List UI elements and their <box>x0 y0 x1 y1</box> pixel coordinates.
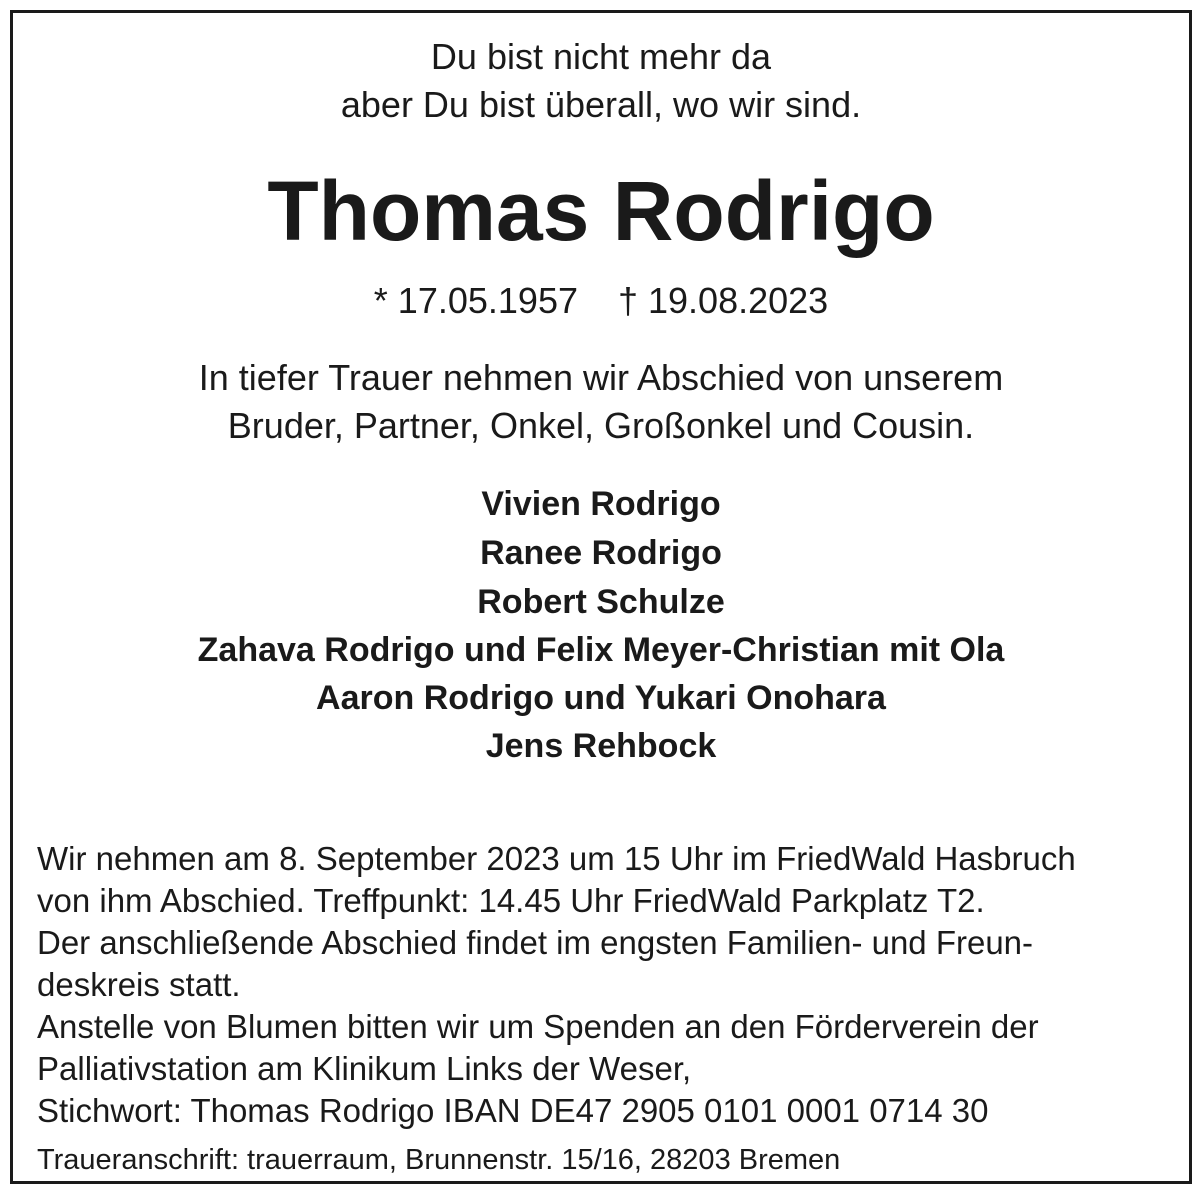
details-line: deskreis statt. <box>37 966 241 1003</box>
intro-line-2: Bruder, Partner, Onkel, Großonkel und Cousin. <box>227 405 975 446</box>
mourner-name: Vivien Rodrigo <box>481 485 721 523</box>
obituary-frame <box>10 10 1192 1184</box>
mourning-address: Traueranschrift: trauerraum, Brunnenstr. 15/16, 28203 Bremen <box>37 1144 841 1176</box>
intro-line-1: In tiefer Trauer nehmen wir Abschied von unserem <box>198 357 1004 398</box>
mourner-name: Zahava Rodrigo und Felix Meyer-Christian mit Ola <box>197 631 1005 669</box>
deceased-name: Thomas Rodrigo <box>267 164 935 258</box>
motto-line-2: aber Du bist überall, wo wir sind. <box>340 84 862 125</box>
death-date: † 19.08.2023 <box>617 280 829 321</box>
details-line: Anstelle von Blumen bitten wir um Spenden an den Förderverein der <box>37 1008 1039 1045</box>
details-line: von ihm Abschied. Treffpunkt: 14.45 Uhr FriedWald Parkplatz T2. <box>37 882 985 919</box>
mourner-name: Aaron Rodrigo und Yukari Onohara <box>316 679 886 717</box>
mourner-name: Jens Rehbock <box>485 727 717 765</box>
life-dates <box>13 279 1189 323</box>
birth-date: * 17.05.1957 <box>373 280 578 321</box>
mourner-name: Ranee Rodrigo <box>480 534 722 572</box>
details-line: Palliativstation am Klinikum Links der Weser, <box>37 1050 692 1087</box>
details-line: Stichwort: Thomas Rodrigo IBAN DE47 2905 0101 0001 0714 30 <box>37 1092 989 1129</box>
details-line: Wir nehmen am 8. September 2023 um 15 Uhr im FriedWald Hasbruch <box>37 840 1076 877</box>
details-line: Der anschließende Abschied findet im engsten Familien- und Freun- <box>37 924 1034 961</box>
mourner-name: Robert Schulze <box>477 583 725 621</box>
motto-line-1: Du bist nicht mehr da <box>430 36 772 77</box>
